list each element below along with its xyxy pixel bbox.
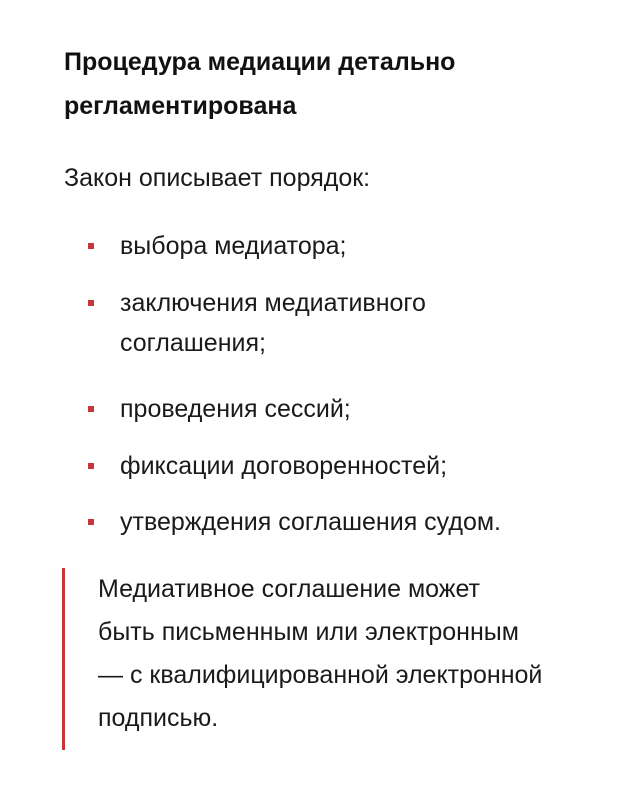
quote-line: Медиативное соглашение может xyxy=(98,575,481,603)
list-item xyxy=(120,226,620,266)
list-item xyxy=(120,502,620,542)
quote-line: подписью. xyxy=(98,704,219,732)
quote-line: — с квалифицированной электронной xyxy=(98,661,543,689)
list-item-text: утверждения соглашения судом. xyxy=(120,508,501,536)
square-bullet-icon xyxy=(88,463,94,469)
square-bullet-icon xyxy=(88,406,94,412)
list-item-text: заключения медиативного xyxy=(120,289,426,317)
list-item xyxy=(120,283,620,363)
list-item xyxy=(120,389,620,429)
square-bullet-icon xyxy=(88,300,94,306)
highlighted-quote xyxy=(62,568,628,750)
section-heading-line-2: регламентирована xyxy=(64,92,297,120)
list-item-text: фиксации договоренностей; xyxy=(120,452,448,480)
list-item-text: выбора медиатора; xyxy=(120,232,347,260)
square-bullet-icon xyxy=(88,519,94,525)
list-item-text: проведения сессий; xyxy=(120,395,351,423)
section-heading-line-1: Процедура медиации детально xyxy=(64,48,456,76)
section-heading xyxy=(64,40,604,128)
list-item-text-continued: соглашения; xyxy=(120,329,266,357)
square-bullet-icon xyxy=(88,243,94,249)
intro-text: Закон описывает порядок: xyxy=(64,164,371,192)
list-item xyxy=(120,446,620,486)
quote-line: быть письменным или электронным xyxy=(98,618,519,646)
